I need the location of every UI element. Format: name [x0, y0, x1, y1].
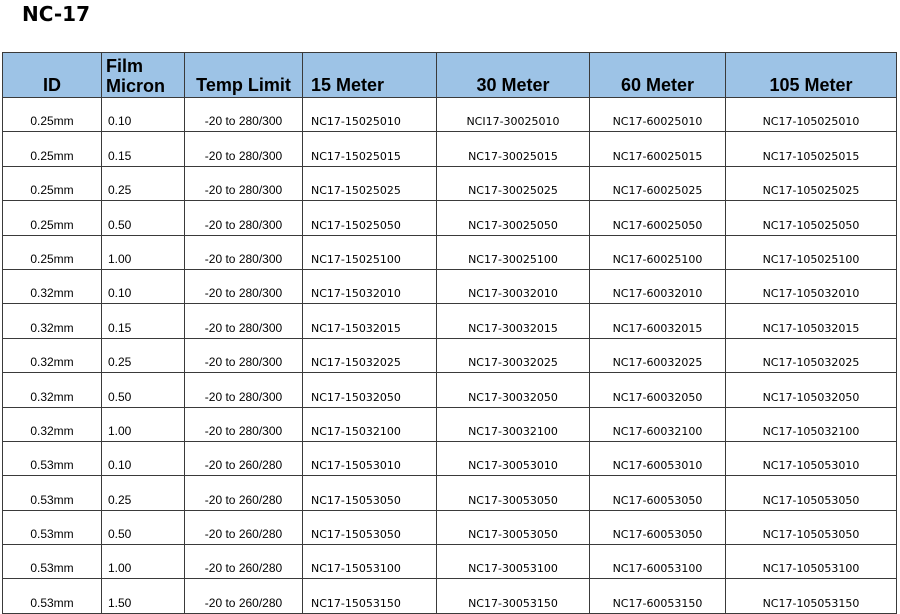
page-title: NC-17 [22, 2, 91, 26]
header-30-meter: 30 Meter [437, 53, 590, 98]
cell-part-105m: NC17-105053050 [726, 510, 897, 544]
cell-temp-limit: -20 to 280/300 [185, 132, 303, 166]
cell-part-60m: NC17-60025100 [590, 235, 726, 269]
header-temp-limit: Temp Limit [185, 53, 303, 98]
cell-part-15m: NC17-15053050 [303, 476, 437, 510]
cell-part-15m: NC17-15032010 [303, 269, 437, 303]
cell-part-105m: NC17-105025015 [726, 132, 897, 166]
cell-part-60m: NC17-60053050 [590, 510, 726, 544]
table-row [3, 441, 897, 475]
cell-part-60m: NC17-60032015 [590, 304, 726, 338]
cell-film-micron: 0.15 [102, 304, 185, 338]
table-row [3, 579, 897, 613]
cell-part-15m: NC17-15025010 [303, 98, 437, 132]
cell-part-60m: NC17-60025010 [590, 98, 726, 132]
cell-part-30m: NC17-30053050 [437, 476, 590, 510]
cell-temp-limit: -20 to 260/280 [185, 476, 303, 510]
table-row [3, 510, 897, 544]
cell-temp-limit: -20 to 260/280 [185, 579, 303, 613]
cell-part-60m: NC17-60032025 [590, 338, 726, 372]
cell-temp-limit: -20 to 260/280 [185, 441, 303, 475]
cell-temp-limit: -20 to 280/300 [185, 201, 303, 235]
cell-temp-limit: -20 to 280/300 [185, 338, 303, 372]
table-row [3, 235, 897, 269]
cell-part-15m: NC17-15053050 [303, 510, 437, 544]
cell-part-60m: NC17-60025050 [590, 201, 726, 235]
product-table [2, 52, 897, 614]
cell-temp-limit: -20 to 280/300 [185, 373, 303, 407]
cell-part-105m: NC17-105025100 [726, 235, 897, 269]
cell-temp-limit: -20 to 280/300 [185, 166, 303, 200]
cell-part-105m: NC17-105053150 [726, 579, 897, 613]
cell-part-60m: NC17-60025015 [590, 132, 726, 166]
cell-part-105m: NC17-105032050 [726, 373, 897, 407]
cell-id: 0.32mm [3, 304, 102, 338]
cell-part-30m: NC17-30032010 [437, 269, 590, 303]
cell-part-105m: NC17-105053050 [726, 476, 897, 510]
cell-part-105m: NC17-105032015 [726, 304, 897, 338]
cell-id: 0.25mm [3, 201, 102, 235]
cell-film-micron: 0.15 [102, 132, 185, 166]
cell-film-micron: 0.10 [102, 98, 185, 132]
cell-part-15m: NC17-15025025 [303, 166, 437, 200]
cell-part-30m: NC17-30025100 [437, 235, 590, 269]
cell-id: 0.25mm [3, 98, 102, 132]
cell-part-15m: NC17-15032025 [303, 338, 437, 372]
cell-id: 0.32mm [3, 373, 102, 407]
cell-part-60m: NC17-60032050 [590, 373, 726, 407]
header-105-meter: 105 Meter [726, 53, 897, 98]
cell-film-micron: 1.00 [102, 235, 185, 269]
table-row [3, 132, 897, 166]
header-15-meter: 15 Meter [303, 53, 437, 98]
header-id: ID [3, 53, 102, 98]
cell-part-30m: NC17-30032050 [437, 373, 590, 407]
header-film-micron [102, 53, 185, 98]
cell-id: 0.53mm [3, 441, 102, 475]
cell-part-30m: NC17-30032015 [437, 304, 590, 338]
header-film-line1: Film [106, 56, 144, 76]
cell-part-105m: NC17-105032100 [726, 407, 897, 441]
header-60-meter: 60 Meter [590, 53, 726, 98]
cell-id: 0.25mm [3, 132, 102, 166]
cell-id: 0.53mm [3, 579, 102, 613]
cell-part-105m: NC17-105032025 [726, 338, 897, 372]
cell-part-105m: NC17-105025010 [726, 98, 897, 132]
table-row [3, 166, 897, 200]
cell-temp-limit: -20 to 280/300 [185, 304, 303, 338]
table-row [3, 545, 897, 579]
cell-part-30m: NC17-30025050 [437, 201, 590, 235]
cell-part-60m: NC17-60053050 [590, 476, 726, 510]
cell-part-60m: NC17-60032100 [590, 407, 726, 441]
table-row [3, 201, 897, 235]
cell-film-micron: 0.25 [102, 338, 185, 372]
cell-part-30m: NC17-30025025 [437, 166, 590, 200]
table-body [3, 98, 897, 614]
cell-id: 0.53mm [3, 545, 102, 579]
cell-film-micron: 0.50 [102, 510, 185, 544]
cell-id: 0.32mm [3, 269, 102, 303]
cell-film-micron: 0.10 [102, 269, 185, 303]
cell-part-30m: NC17-30032025 [437, 338, 590, 372]
cell-part-105m: NC17-105032010 [726, 269, 897, 303]
cell-temp-limit: -20 to 260/280 [185, 545, 303, 579]
cell-id: 0.32mm [3, 338, 102, 372]
table-row [3, 373, 897, 407]
cell-part-15m: NC17-15053010 [303, 441, 437, 475]
cell-part-30m: NC17-30032100 [437, 407, 590, 441]
cell-part-60m: NC17-60025025 [590, 166, 726, 200]
cell-part-60m: NC17-60053010 [590, 441, 726, 475]
cell-part-15m: NC17-15053100 [303, 545, 437, 579]
cell-film-micron: 1.00 [102, 545, 185, 579]
cell-part-30m: NC17-30053050 [437, 510, 590, 544]
cell-temp-limit: -20 to 280/300 [185, 269, 303, 303]
cell-part-105m: NC17-105025050 [726, 201, 897, 235]
cell-film-micron: 0.25 [102, 476, 185, 510]
table-row [3, 98, 897, 132]
cell-part-30m: NC17-30053010 [437, 441, 590, 475]
cell-part-60m: NC17-60053150 [590, 579, 726, 613]
cell-part-30m: NCI17-30025010 [437, 98, 590, 132]
cell-part-105m: NC17-105053100 [726, 545, 897, 579]
cell-part-15m: NC17-15025015 [303, 132, 437, 166]
cell-part-60m: NC17-60032010 [590, 269, 726, 303]
table-row [3, 269, 897, 303]
cell-part-30m: NC17-30053150 [437, 579, 590, 613]
cell-temp-limit: -20 to 280/300 [185, 407, 303, 441]
cell-part-15m: NC17-15025100 [303, 235, 437, 269]
cell-part-15m: NC17-15032100 [303, 407, 437, 441]
cell-id: 0.25mm [3, 166, 102, 200]
cell-film-micron: 0.50 [102, 201, 185, 235]
cell-film-micron: 1.50 [102, 579, 185, 613]
cell-part-30m: NC17-30053100 [437, 545, 590, 579]
cell-film-micron: 0.10 [102, 441, 185, 475]
cell-part-105m: NC17-105025025 [726, 166, 897, 200]
cell-film-micron: 0.25 [102, 166, 185, 200]
table-row [3, 304, 897, 338]
header-film-line2: Micron [106, 76, 166, 96]
cell-film-micron: 1.00 [102, 407, 185, 441]
header-row [3, 53, 897, 98]
cell-part-30m: NC17-30025015 [437, 132, 590, 166]
cell-part-15m: NC17-15032050 [303, 373, 437, 407]
table-row [3, 338, 897, 372]
cell-temp-limit: -20 to 260/280 [185, 510, 303, 544]
cell-part-15m: NC17-15025050 [303, 201, 437, 235]
cell-part-15m: NC17-15032015 [303, 304, 437, 338]
table-row [3, 476, 897, 510]
cell-id: 0.53mm [3, 476, 102, 510]
cell-part-105m: NC17-105053010 [726, 441, 897, 475]
cell-id: 0.32mm [3, 407, 102, 441]
table-row [3, 407, 897, 441]
cell-id: 0.25mm [3, 235, 102, 269]
cell-id: 0.53mm [3, 510, 102, 544]
cell-temp-limit: -20 to 280/300 [185, 235, 303, 269]
cell-temp-limit: -20 to 280/300 [185, 98, 303, 132]
cell-part-60m: NC17-60053100 [590, 545, 726, 579]
cell-film-micron: 0.50 [102, 373, 185, 407]
cell-part-15m: NC17-15053150 [303, 579, 437, 613]
